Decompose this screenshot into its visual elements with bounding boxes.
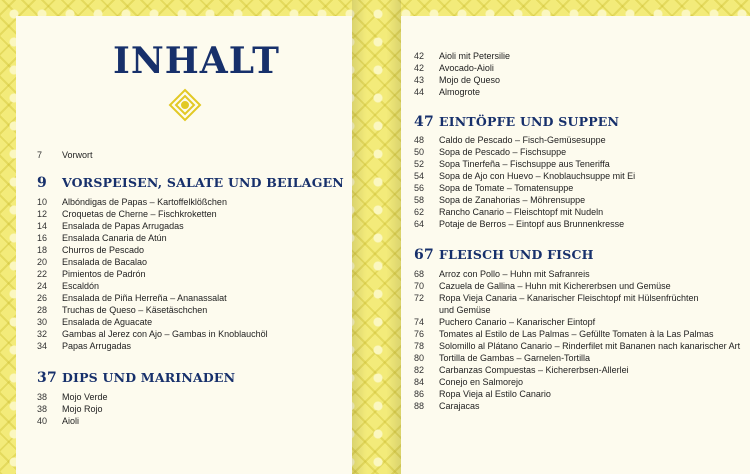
toc-entry[interactable] [37,268,146,280]
toc-entry[interactable] [37,328,268,340]
page-number: 32 [37,329,48,339]
entry-title: Vorwort [62,150,93,160]
section-heading-eintoepfe[interactable] [414,114,619,130]
entry-title: und Gemüse [439,305,491,315]
entry-title: Cazuela de Gallina – Huhn mit Kichererbsen und Gemüse [439,281,671,291]
toc-entry[interactable] [414,316,595,328]
toc-entry[interactable] [414,352,590,364]
page-number: 40 [37,416,48,426]
page-number: 10 [37,197,48,207]
page-number: 56 [414,183,425,193]
entry-title: Pimientos de Padrón [62,269,146,279]
entry-title: Arroz con Pollo – Huhn mit Safranreis [439,269,590,279]
page-number: 28 [37,305,48,315]
entry-title: Caldo de Pescado – Fisch-Gemüsesuppe [439,135,606,145]
page-number: 50 [414,147,425,157]
section-heading-fleisch[interactable] [414,247,594,263]
book-gutter [352,0,401,474]
entry-title: Sopa de Ajo con Huevo – Knoblauchsuppe mit Ei [439,171,636,181]
toc-entry[interactable] [414,50,510,62]
toc-entry[interactable] [414,218,624,230]
toc-entry[interactable] [37,280,99,292]
entry-title: Sopa de Tomate – Tomatensuppe [439,183,574,193]
toc-entry[interactable] [414,170,635,182]
page-number: 43 [414,75,425,85]
toc-entry[interactable] [37,391,108,403]
toc-entry[interactable] [37,292,227,304]
toc-entry[interactable] [37,232,167,244]
entry-title: Albóndigas de Papas – Kartoffelklößchen [62,197,227,207]
page-number: 52 [414,159,425,169]
section-page-number: 37 [37,370,57,386]
page-number: 68 [414,269,425,279]
toc-entry[interactable] [414,400,480,412]
entry-title: Gambas al Jerez con Ajo – Gambas in Knoblauchöl [62,329,268,339]
entry-title: Sopa Tinerfeña – Fischsuppe aus Teneriffa [439,159,610,169]
entry-title: Ensalada de Aguacate [62,317,153,327]
entry-title: Ropa Vieja Canaria – Kanarischer Fleischtopf mit Hülsenfrüchten [439,293,699,303]
entry-title: Conejo en Salmorejo [439,377,524,387]
toc-entry[interactable] [414,340,740,352]
toc-entry[interactable] [414,182,573,194]
toc-entry[interactable] [414,364,629,376]
entry-title: Puchero Canario – Kanarischer Eintopf [439,317,596,327]
toc-entry[interactable] [37,415,79,427]
entry-title: Papas Arrugadas [62,341,132,351]
toc-entry[interactable] [37,403,103,415]
toc-entry[interactable] [414,280,671,292]
page-number: 62 [414,207,425,217]
entry-title: Sopa de Zanahorias – Möhrensuppe [439,195,586,205]
entry-title: Carbanzas Compuestas – Kichererbsen-Allerlei [439,365,629,375]
toc-entry[interactable] [37,340,131,352]
entry-title: Escaldón [62,281,100,291]
page-number: 84 [414,377,425,387]
toc-entry[interactable] [414,134,606,146]
page-number: 20 [37,257,48,267]
page-number: 34 [37,341,48,351]
entry-title: Truchas de Queso – Käsetäschchen [62,305,208,315]
toc-entry[interactable] [37,196,227,208]
entry-title: Aioli [62,416,80,426]
page-number: 18 [37,245,48,255]
page-number: 38 [37,392,48,402]
toc-entry[interactable] [37,244,144,256]
page-number: 24 [37,281,48,291]
page-number: 22 [37,269,48,279]
toc-entry[interactable] [37,256,147,268]
section-page-number: 67 [414,247,434,263]
toc-entry[interactable] [37,316,152,328]
entry-title: Carajacas [439,401,480,411]
toc-entry[interactable] [414,62,494,74]
page-number: 7 [37,150,43,160]
page-number: 86 [414,389,425,399]
entry-title: Mojo Rojo [62,404,103,414]
page-number: 30 [37,317,48,327]
toc-entry-vorwort[interactable] [37,149,93,161]
page-number: 26 [37,293,48,303]
section-page-number: 9 [37,175,47,191]
toc-entry[interactable] [414,86,480,98]
entry-title: Ensalada de Bacalao [62,257,148,267]
entry-title: Ensalada de Piña Herreña – Ananassalat [62,293,227,303]
page-number: 14 [37,221,48,231]
toc-entry[interactable] [37,304,207,316]
toc-entry[interactable] [414,146,566,158]
section-heading-vorspeisen[interactable] [37,175,344,191]
entry-title: Almogrote [439,87,481,97]
page-number: 82 [414,365,425,375]
page-number: 38 [37,404,48,414]
entry-title: Ensalada Canaria de Atún [62,233,167,243]
section-title: EINTÖPFE UND SUPPEN [439,114,620,129]
page-number: 80 [414,353,425,363]
section-title: VORSPEISEN, SALATE UND BEILAGEN [62,175,344,190]
page-number: 48 [414,135,425,145]
toc-entry[interactable] [414,268,590,280]
page-number: 58 [414,195,425,205]
section-heading-dips[interactable] [37,370,235,386]
page-number: 16 [37,233,48,243]
entry-title: Ensalada de Papas Arrugadas [62,221,184,231]
toc-entry[interactable] [414,304,491,316]
toc-entry[interactable] [414,74,500,86]
toc-entry[interactable] [414,292,698,304]
entry-title: Solomillo al Plátano Canario – Rinderfilet mit Bananen nach kanarischer Art [439,341,741,351]
page-number: 70 [414,281,425,291]
entry-title: Aioli mit Petersilie [439,51,511,61]
toc-entry[interactable] [414,158,610,170]
section-title: DIPS UND MARINADEN [62,370,236,385]
toc-entry[interactable] [414,376,523,388]
entry-title: Mojo de Queso [439,75,501,85]
toc-entry[interactable] [414,194,585,206]
page-number: 76 [414,329,425,339]
page-number: 42 [414,51,425,61]
section-title: FLEISCH UND FISCH [439,247,594,262]
entry-title: Sopa de Pescado – Fischsuppe [439,147,567,157]
page-number: 74 [414,317,425,327]
entry-title: Tortilla de Gambas – Garnelen-Tortilla [439,353,591,363]
page-title: INHALT [113,40,280,82]
page-number: 72 [414,293,425,303]
page-number: 42 [414,63,425,73]
page-number: 54 [414,171,425,181]
entry-title: Croquetas de Cherne – Fischkroketten [62,209,217,219]
ornament-icon [168,88,202,122]
page-number: 78 [414,341,425,351]
page-number: 64 [414,219,425,229]
page-number: 12 [37,209,48,219]
page-number: 44 [414,87,425,97]
entry-title: Tomates al Estilo de Las Palmas – Gefüllte Tomaten à la Las Palmas [439,329,714,339]
entry-title: Churros de Pescado [62,245,145,255]
page-number: 88 [414,401,425,411]
section-page-number: 47 [414,114,434,130]
entry-title: Avocado-Aioli [439,63,494,73]
toc-entry[interactable] [37,208,217,220]
toc-entry[interactable] [414,328,713,340]
toc-entry[interactable] [37,220,184,232]
toc-entry[interactable] [414,388,551,400]
entry-title: Potaje de Berros – Eintopf aus Brunnenkresse [439,219,625,229]
entry-title: Rancho Canario – Fleischtopf mit Nudeln [439,207,604,217]
entry-title: Mojo Verde [62,392,108,402]
entry-title: Ropa Vieja al Estilo Canario [439,389,551,399]
toc-entry[interactable] [414,206,603,218]
